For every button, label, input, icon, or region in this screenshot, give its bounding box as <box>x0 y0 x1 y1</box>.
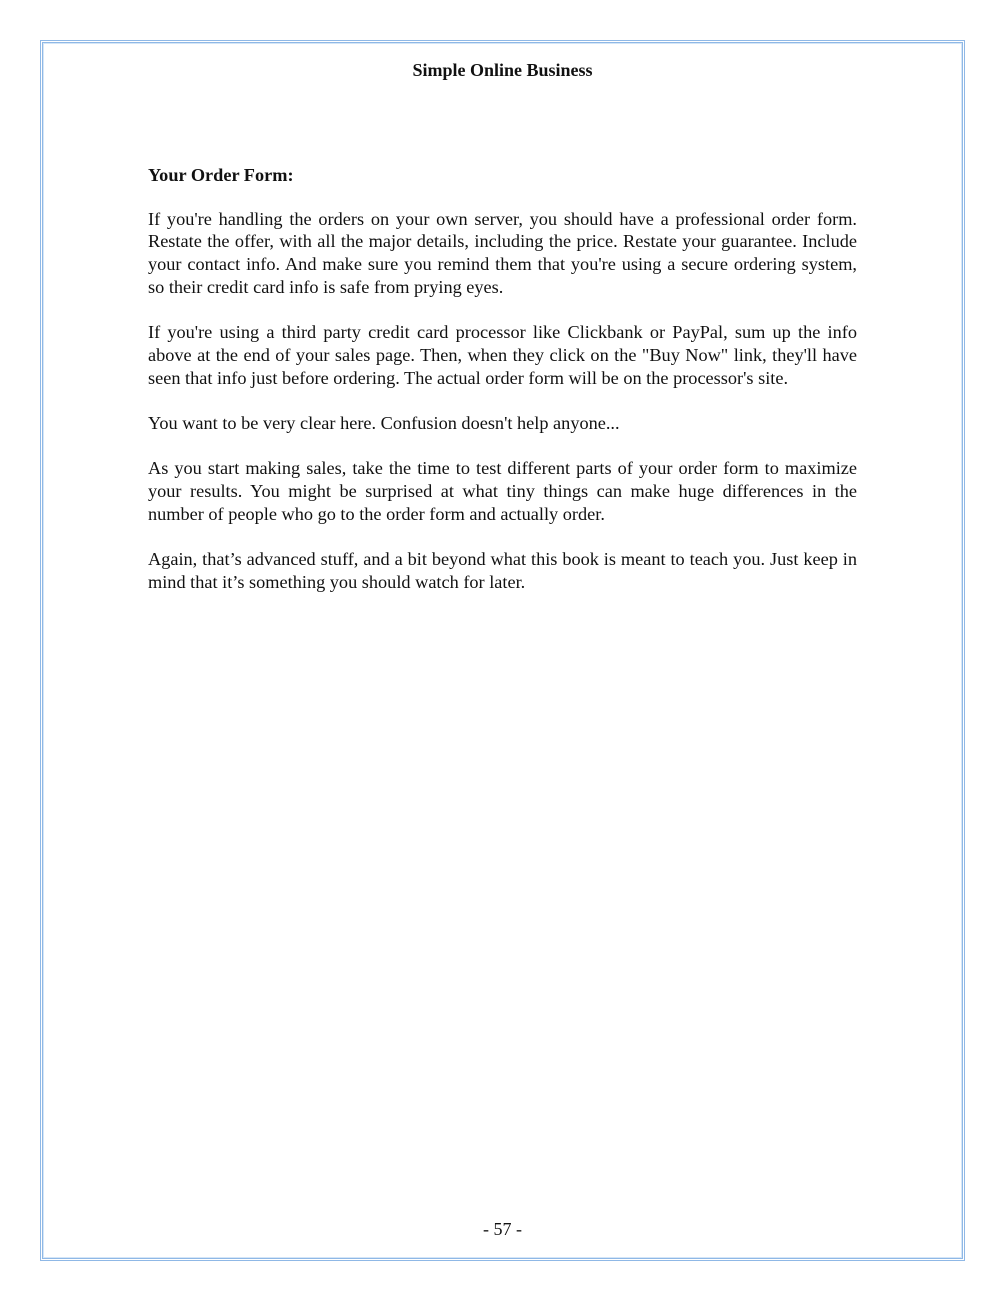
paragraph: If you're using a third party credit card processor like Clickbank or PayPal, sum up the info above at the end of your sales page. Then, when they click on the "Buy Now" link, they'll have seen that info just before ordering. The actual order form will be on the processor's site. <box>148 322 857 388</box>
paragraph: Again, that’s advanced stuff, and a bit beyond what this book is meant to teach you. Just keep in mind that it’s something you should watch for later. <box>148 549 857 592</box>
paragraph: As you start making sales, take the time to test different parts of your order form to maximize your results. You might be surprised at what tiny things can make huge differences in the number of people who go to the order form and actually order. <box>148 458 857 524</box>
running-header: Simple Online Business <box>412 60 593 80</box>
paragraph: If you're handling the orders on your own server, you should have a professional order form. Restate the offer, with all the major details, including the price. Restate your guarantee. Include your contact info. And make sure you remind them that you're using a secure ordering system, so their credit card info is safe from prying eyes. <box>148 208 857 297</box>
page-number: - 57 - <box>483 1219 522 1239</box>
paragraph: You want to be very clear here. Confusion doesn't help anyone... <box>148 413 620 433</box>
page-content <box>148 164 857 616</box>
section-heading: Your Order Form: <box>148 165 294 185</box>
